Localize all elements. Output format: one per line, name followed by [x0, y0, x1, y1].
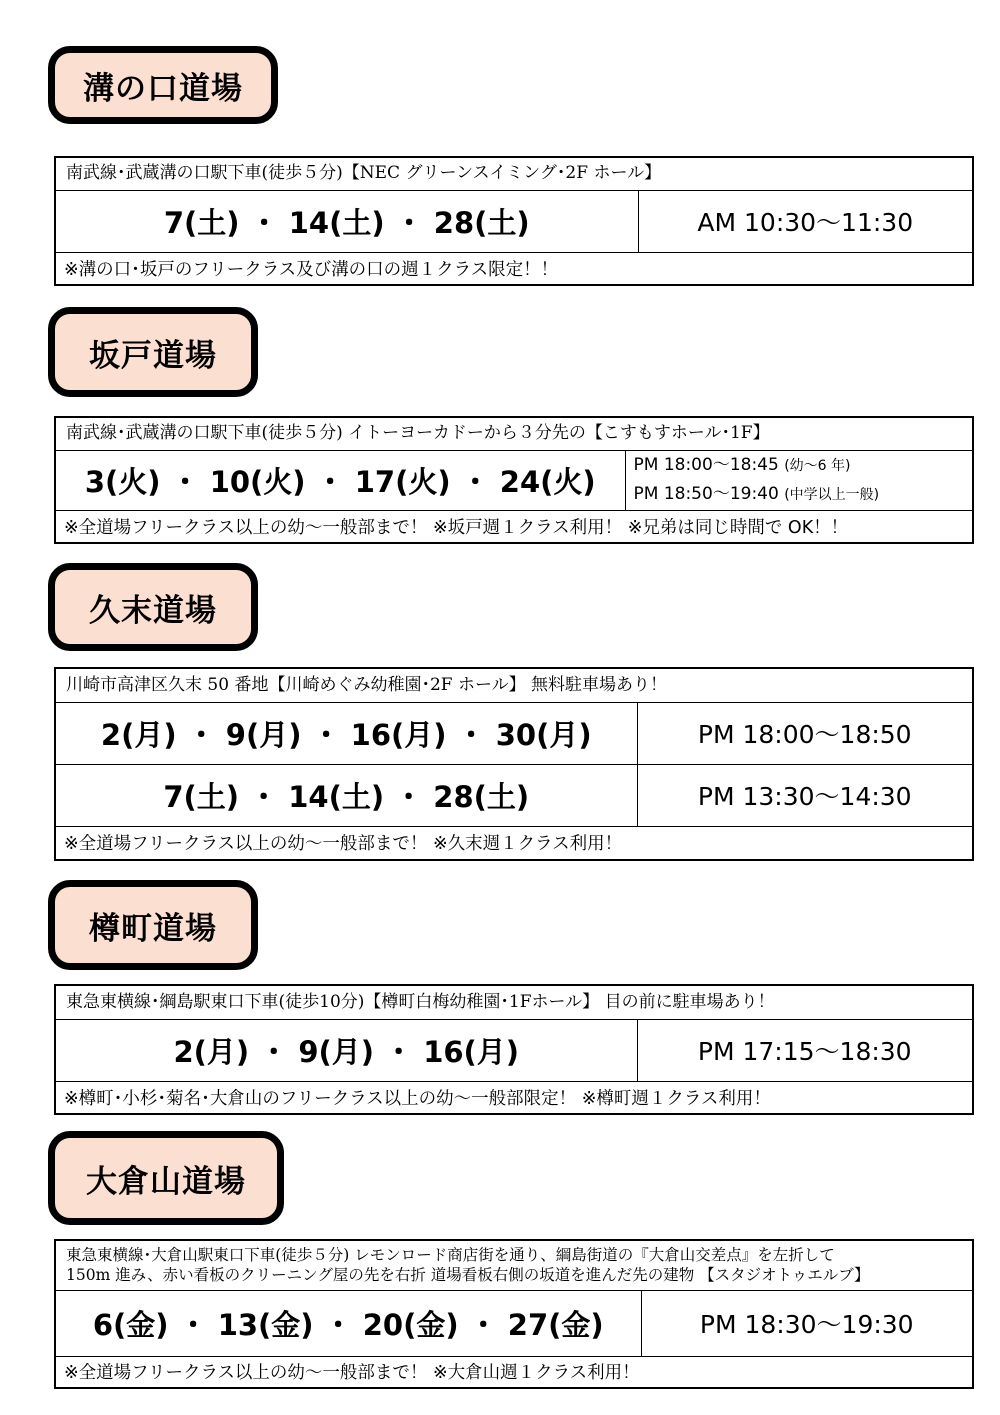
- schedule-time: AM 10:30～11:30: [638, 190, 973, 252]
- schedule-table: [54, 416, 974, 544]
- schedule-note: ※全道場フリークラス以上の幼～一般部まで！ ※坂戸週１クラス利用！ ※兄弟は同じ時間で OK！！: [55, 510, 973, 543]
- schedule-dates: 3(火) ・ 10(火) ・ 17(火) ・ 24(火): [55, 450, 625, 510]
- schedule-dates: 2(月) ・ 9(月) ・ 16(月): [55, 1019, 637, 1081]
- schedule-dates: 6(金) ・ 13(金) ・ 20(金) ・ 27(金): [55, 1290, 641, 1356]
- access-info: 南武線･武蔵溝の口駅下車(徒歩５分)【NEC グリーンスイミング･2F ホール】: [55, 157, 973, 190]
- schedule-time-split: [625, 450, 973, 510]
- schedule-dates: 2(月) ・ 9(月) ・ 16(月) ・ 30(月): [55, 702, 637, 764]
- time-slot-note: (幼～6 年): [784, 458, 851, 474]
- time-slot-time: PM 18:50～19:40: [633, 484, 779, 504]
- schedule-time: PM 13:30～14:30: [637, 764, 973, 826]
- schedule-note: ※樽町･小杉･菊名･大倉山のフリークラス以上の幼～一般部限定！ ※樽町週１クラス利用！: [55, 1081, 973, 1114]
- schedule-table: [54, 1239, 974, 1389]
- schedule-note: ※全道場フリークラス以上の幼～一般部まで！ ※久末週１クラス利用！: [55, 826, 973, 860]
- dojo-title: 久末道場: [48, 563, 258, 651]
- schedule-time: PM 17:15～18:30: [637, 1019, 973, 1081]
- dojo-title: 大倉山道場: [48, 1131, 284, 1225]
- schedule-table: [54, 156, 974, 286]
- schedule-note: ※溝の口･坂戸のフリークラス及び溝の口の週１クラス限定！！: [55, 252, 973, 285]
- dojo-title: 樽町道場: [48, 880, 258, 970]
- access-info: [55, 1240, 973, 1290]
- time-slot-kids: [634, 451, 973, 480]
- access-line: 150m 進み、赤い看板のクリーニング屋の先を右折 道場看板右側の坂道を進んだ先の建物 【スタジオトゥエルブ】: [66, 1266, 870, 1285]
- schedule-time: PM 18:30～19:30: [641, 1290, 973, 1356]
- time-slot-general: [634, 480, 973, 509]
- schedule-note: ※全道場フリークラス以上の幼～一般部まで！ ※大倉山週１クラス利用！: [55, 1356, 973, 1388]
- access-line: 東急東横線･大倉山駅東口下車(徒歩５分) レモンロード商店街を通り、綱島街道の『大倉山交差点』を左折して: [66, 1246, 835, 1265]
- schedule-time: PM 18:00～18:50: [637, 702, 973, 764]
- access-info: 南武線･武蔵溝の口駅下車(徒歩５分) イトーヨーカドーから３分先の【こすもすホール･1F】: [55, 417, 973, 450]
- access-info: 東急東横線･綱島駅東口下車(徒歩10分)【樽町白梅幼稚園･1Fホール】 目の前に駐車場あり！: [55, 985, 973, 1019]
- schedule-table: [54, 984, 974, 1115]
- dojo-title: 坂戸道場: [48, 307, 258, 397]
- schedule-table: [54, 667, 974, 861]
- dojo-title: 溝の口道場: [48, 46, 278, 124]
- schedule-dates: 7(土) ・ 14(土) ・ 28(土): [55, 764, 637, 826]
- time-slot-time: PM 18:00～18:45: [633, 455, 779, 475]
- time-slot-note: (中学以上一般): [784, 487, 880, 503]
- schedule-dates: 7(土) ・ 14(土) ・ 28(土): [55, 190, 638, 252]
- access-info: 川崎市高津区久末 50 番地【川崎めぐみ幼稚園･2F ホール】 無料駐車場あり！: [55, 668, 973, 702]
